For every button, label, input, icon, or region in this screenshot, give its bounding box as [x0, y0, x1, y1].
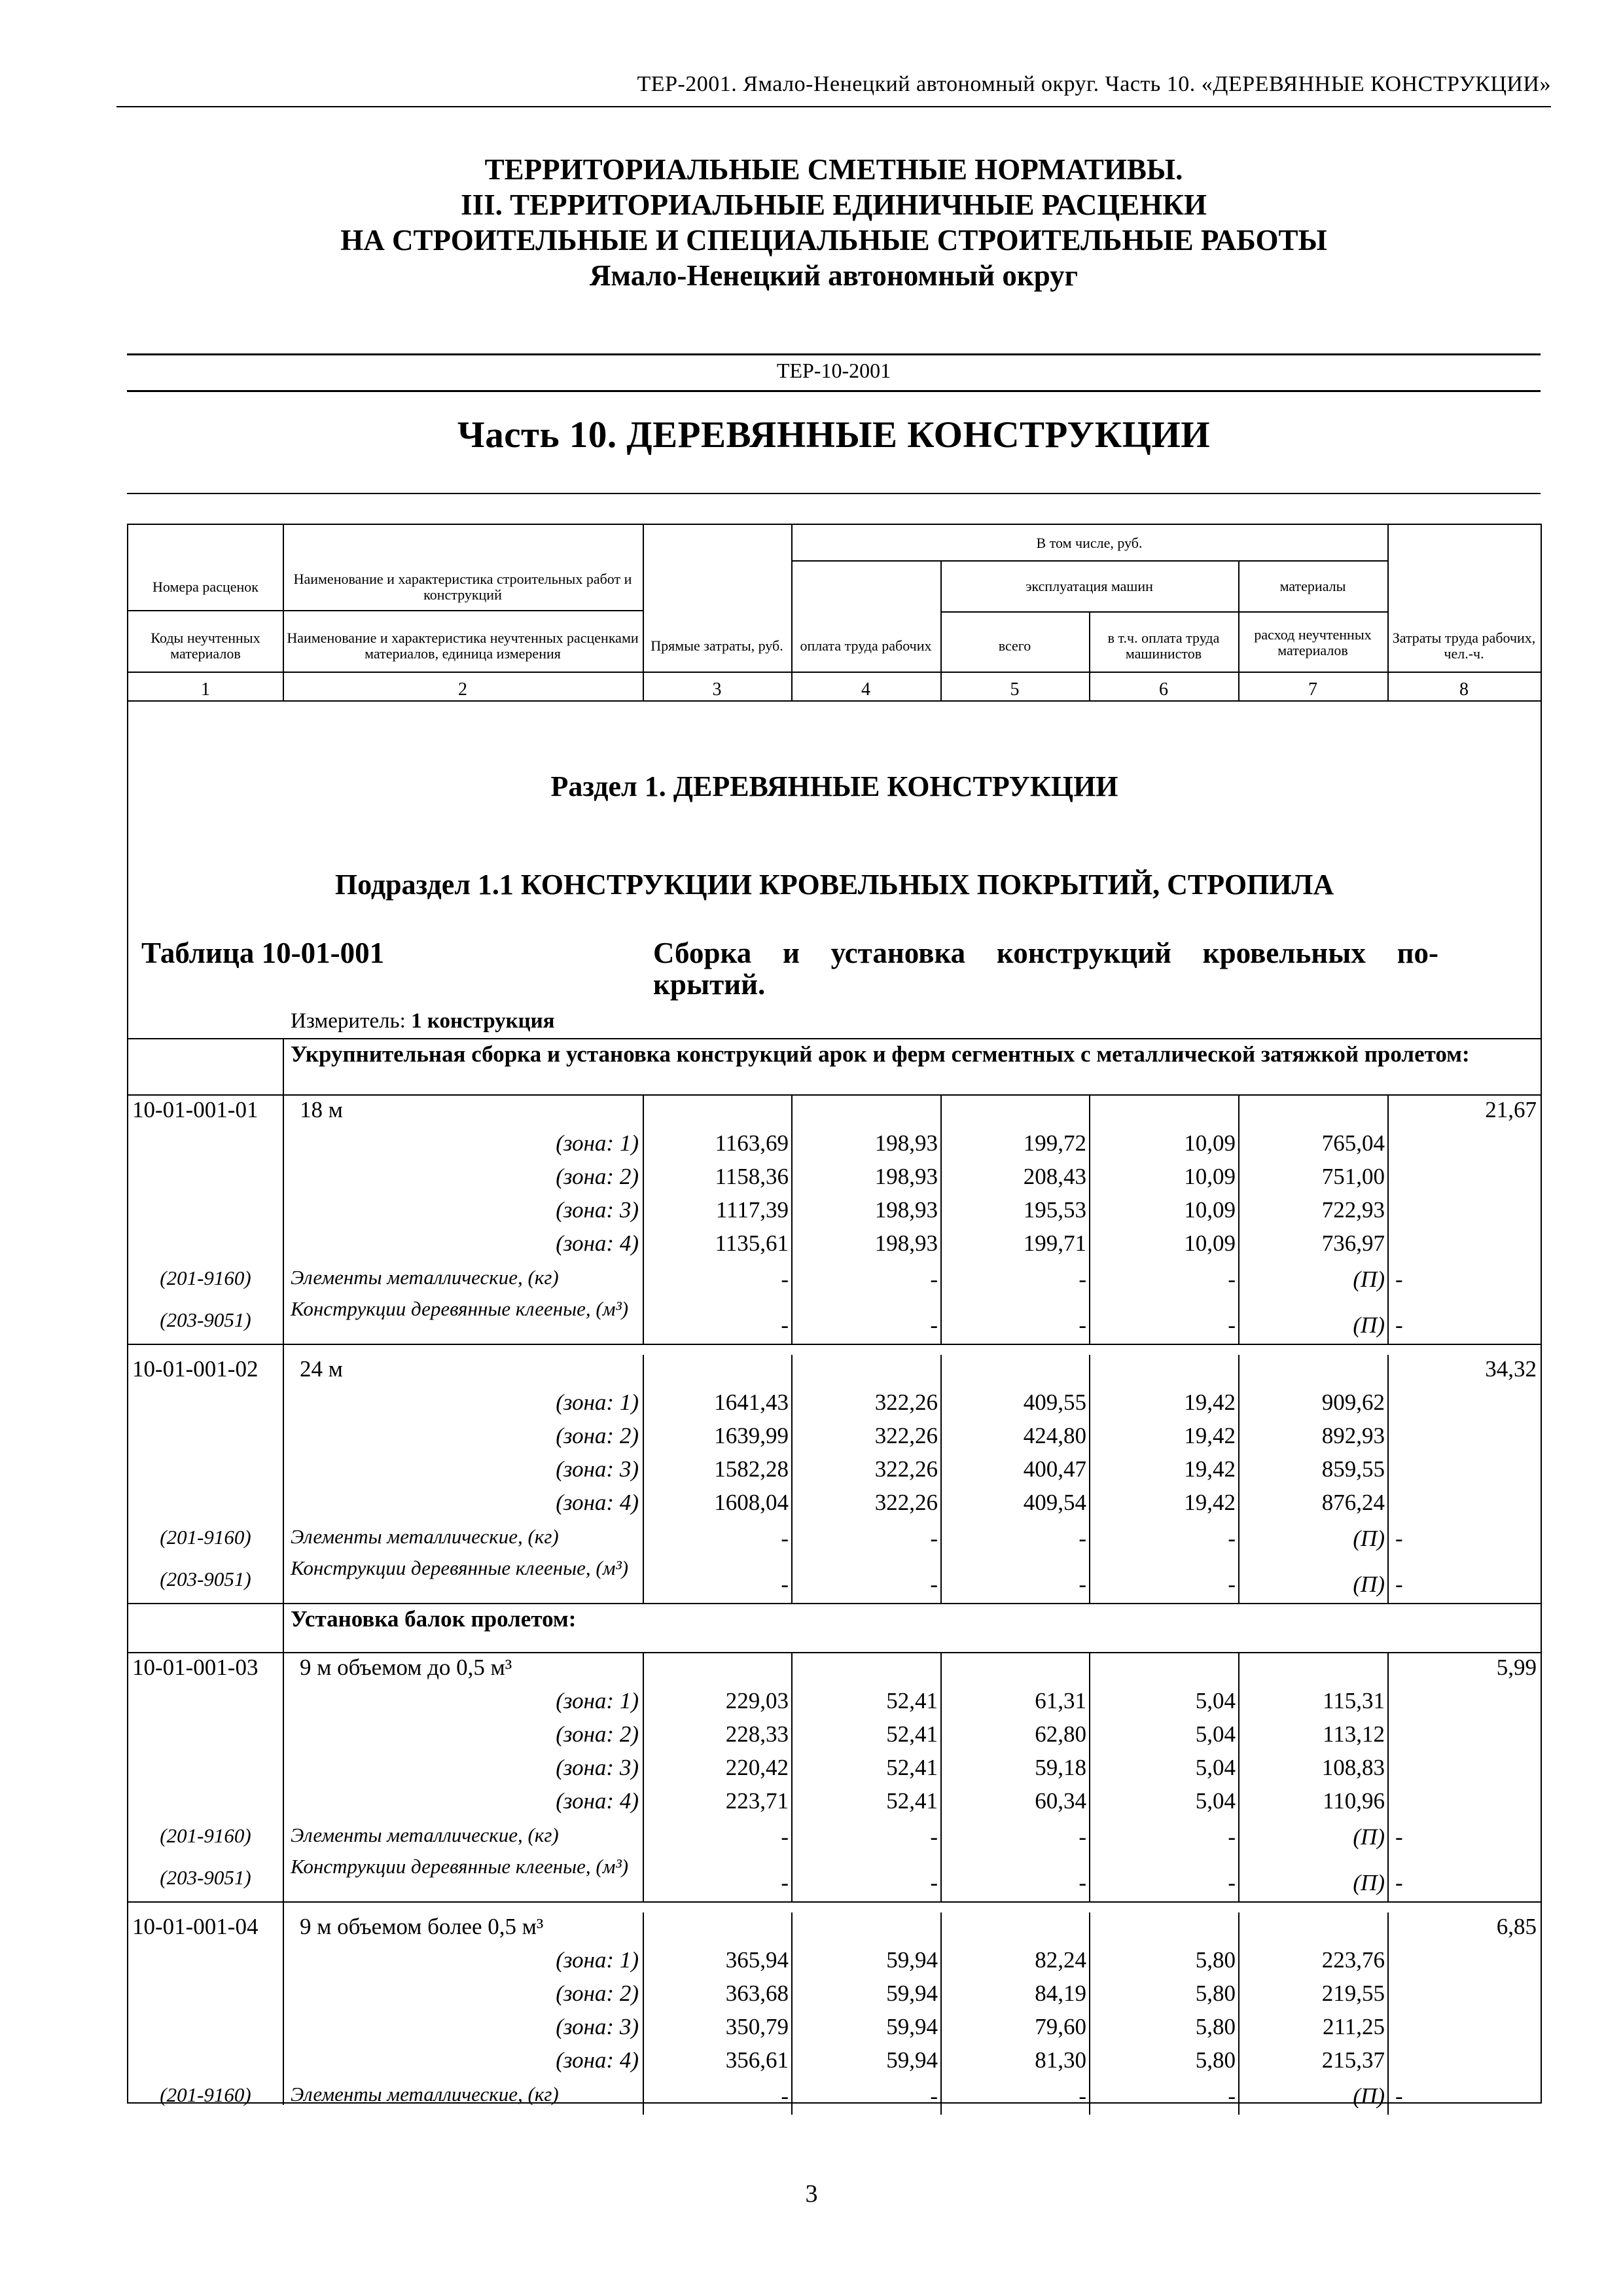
- code-rule-bottom: [127, 390, 1541, 392]
- cell-value: -: [1395, 1312, 1403, 1338]
- col-number: 6: [1159, 679, 1168, 700]
- labor-cost: 34,32: [1485, 1356, 1537, 1382]
- hdr-worker-pay: оплата труда рабочих: [800, 637, 932, 654]
- cell-value: -: [1079, 1870, 1086, 1895]
- cell-value: -: [1395, 1526, 1403, 1551]
- hdr-material-codes: Коды неучтенных материалов: [151, 630, 260, 662]
- cell-value: -: [930, 2083, 938, 2109]
- running-head: ТЕР-2001. Ямало-Ненецкий автономный округ. Часть 10. «ДЕРЕВЯННЫЕ КОНСТРУКЦИИ»: [637, 72, 1551, 96]
- cell-value: 62,80: [1035, 1721, 1086, 1747]
- body-hline: [128, 1094, 1541, 1096]
- title-line-1: ТЕРРИТОРИАЛЬНЫЕ СМЕТНЫЕ НОРМАТИВЫ.: [484, 153, 1183, 186]
- cell-value: 1135,61: [715, 1230, 789, 1256]
- cell-value: 228,33: [725, 1721, 789, 1747]
- rate-row: [128, 1914, 1541, 1947]
- cell-value: 10,09: [1184, 1197, 1236, 1223]
- material-code: (201-9160): [160, 1824, 251, 1847]
- body-hline: [128, 1603, 1541, 1604]
- cell-value: 736,97: [1321, 1230, 1385, 1256]
- cell-value: 365,94: [725, 1947, 789, 1973]
- measure-label: Измеритель:: [291, 1009, 406, 1033]
- cell-value: (П): [1353, 2083, 1385, 2109]
- cell-value: 19,42: [1184, 1423, 1236, 1448]
- cell-value: (П): [1353, 1824, 1385, 1850]
- cell-value: 199,71: [1023, 1230, 1086, 1256]
- zone-row: [128, 1490, 1541, 1523]
- cell-value: 5,04: [1195, 1788, 1236, 1814]
- part-title: Часть 10. ДЕРЕВЯННЫЕ КОНСТРУКЦИИ: [457, 414, 1211, 456]
- cell-value: 208,43: [1023, 1164, 1086, 1189]
- zone-label: (зона: 2): [556, 1981, 639, 2006]
- hdr-vline: [643, 525, 644, 700]
- cell-value: -: [1395, 1266, 1403, 1292]
- document-title: [116, 152, 1551, 293]
- title-line-2: III. ТЕРРИТОРИАЛЬНЫЕ ЕДИНИЧНЫЕ РАСЦЕНКИ: [461, 188, 1207, 221]
- material-name: Элементы металлические, (кг): [291, 2083, 559, 2106]
- cell-value: -: [1228, 1824, 1236, 1850]
- rate-row: [128, 1655, 1541, 1688]
- zone-label: (зона: 4): [556, 1230, 639, 1256]
- cell-value: 751,00: [1321, 1164, 1385, 1189]
- labor-cost: 21,67: [1485, 1097, 1537, 1122]
- cell-value: 223,71: [725, 1788, 789, 1814]
- cell-value: 198,93: [874, 1230, 938, 1256]
- cell-value: 61,31: [1035, 1688, 1086, 1713]
- cell-value: 5,04: [1195, 1755, 1236, 1780]
- cell-value: 84,19: [1035, 1981, 1086, 2006]
- cell-value: 10,09: [1184, 1130, 1236, 1156]
- labor-cost: 5,99: [1496, 1655, 1537, 1680]
- cell-value: 424,80: [1023, 1423, 1086, 1448]
- cell-value: 322,26: [874, 1390, 938, 1415]
- zone-label: (зона: 4): [556, 1490, 639, 1515]
- cell-value: -: [1228, 1266, 1236, 1292]
- hdr-direct-costs: Прямые затраты, руб.: [651, 637, 783, 654]
- cell-value: 52,41: [886, 1688, 938, 1713]
- cell-value: 892,93: [1321, 1423, 1385, 1448]
- cell-value: -: [781, 1571, 789, 1597]
- subsection-heading: Подраздел 1.1 КОНСТРУКЦИИ КРОВЕЛЬНЫХ ПОКРЫТИЙ, СТРОПИЛА: [334, 869, 1334, 901]
- material-name: Элементы металлические, (кг): [291, 1525, 559, 1548]
- cell-value: 59,18: [1035, 1755, 1086, 1780]
- zone-row: [128, 2047, 1541, 2081]
- cell-value: -: [1395, 2083, 1403, 2109]
- zone-label: (зона: 4): [556, 2047, 639, 2073]
- cell-value: 909,62: [1321, 1390, 1385, 1415]
- hdr-hline: [940, 611, 1387, 613]
- cell-value: 198,93: [874, 1197, 938, 1223]
- zone-row: [128, 1230, 1541, 1264]
- cell-value: -: [1079, 1571, 1086, 1597]
- zone-label: (зона: 2): [556, 1721, 639, 1747]
- cell-value: 322,26: [874, 1490, 938, 1515]
- zone-label: (зона: 2): [556, 1423, 639, 1448]
- material-row: [128, 1523, 1541, 1554]
- cell-value: 350,79: [725, 2014, 789, 2039]
- hdr-labor-costs: Затраты труда рабочих, чел.-ч.: [1392, 630, 1536, 662]
- cell-value: (П): [1353, 1266, 1385, 1292]
- cell-value: -: [1395, 1824, 1403, 1850]
- cell-value: 59,94: [886, 2014, 938, 2039]
- cell-value: 81,30: [1035, 2047, 1086, 2073]
- material-code: (201-9160): [160, 2083, 251, 2106]
- zone-label: (зона: 3): [556, 1456, 639, 1482]
- table-title-line-1: Сборка и установка конструкций кровельных по-: [653, 937, 1438, 969]
- rate-code: 10-01-001-04: [132, 1914, 259, 1939]
- cell-value: 5,04: [1195, 1688, 1236, 1713]
- col-number: 2: [458, 679, 467, 700]
- cell-value: 223,76: [1321, 1947, 1385, 1973]
- cell-value: 115,31: [1323, 1688, 1385, 1713]
- cell-value: 19,42: [1184, 1456, 1236, 1482]
- cell-value: 52,41: [886, 1755, 938, 1780]
- running-head-rule: [116, 106, 1551, 107]
- material-row: [128, 1295, 1541, 1344]
- col-number: 7: [1308, 679, 1317, 700]
- col-number: 1: [201, 679, 210, 700]
- cell-value: -: [1395, 1870, 1403, 1895]
- cell-value: -: [930, 1312, 938, 1338]
- cell-value: -: [781, 1266, 789, 1292]
- table-label: Таблица 10-01-001: [141, 937, 385, 969]
- zone-row: [128, 1423, 1541, 1456]
- zone-label: (зона: 1): [556, 1688, 639, 1713]
- cell-value: 79,60: [1035, 2014, 1086, 2039]
- cell-value: 5,80: [1195, 2047, 1236, 2073]
- cell-value: -: [1079, 1824, 1086, 1850]
- zone-label: (зона: 1): [556, 1390, 639, 1415]
- cell-value: 5,80: [1195, 2014, 1236, 2039]
- hdr-hline: [128, 700, 1541, 702]
- hdr-machines-total: всего: [998, 637, 1031, 654]
- cell-value: 199,72: [1023, 1130, 1086, 1156]
- rate-name: 9 м объемом более 0,5 м³: [300, 1914, 544, 1939]
- material-row: [128, 2081, 1541, 2112]
- cell-value: -: [781, 1824, 789, 1850]
- hdr-work-name: Наименование и характеристика строительных работ и конструкций: [293, 571, 632, 603]
- hdr-material-name: Наименование и характеристика неучтенных расценками материалов, единица измерения: [287, 630, 639, 662]
- cell-value: 198,93: [874, 1130, 938, 1156]
- zone-label: (зона: 1): [556, 1947, 639, 1973]
- cell-value: 110,96: [1323, 1788, 1385, 1814]
- title-line-4: Ямало-Ненецкий автономный округ: [589, 259, 1079, 292]
- zone-label: (зона: 3): [556, 2014, 639, 2039]
- hdr-machines: эксплуатация машин: [1026, 578, 1153, 594]
- hdr-vline: [283, 525, 284, 700]
- cell-value: -: [930, 1870, 938, 1895]
- cell-value: 409,54: [1023, 1490, 1086, 1515]
- cell-value: 59,94: [886, 1981, 938, 2006]
- rate-row: [128, 1356, 1541, 1390]
- rate-code: 10-01-001-02: [132, 1356, 259, 1382]
- hdr-including: В том числе, руб.: [1036, 535, 1143, 551]
- cell-value: 1582,28: [714, 1456, 789, 1482]
- rate-name: 9 м объемом до 0,5 м³: [300, 1655, 512, 1680]
- cell-value: 363,68: [725, 1981, 789, 2006]
- cell-value: 195,53: [1023, 1197, 1086, 1223]
- cell-value: 10,09: [1184, 1164, 1236, 1189]
- group-heading: Укрупнительная сборка и установка конструкций арок и ферм сегментных с металлической затяжкой пролетом:: [291, 1041, 1470, 1067]
- title-line-3: НА СТРОИТЕЛЬНЫЕ И СПЕЦИАЛЬНЫЕ СТРОИТЕЛЬНЫЕ РАБОТЫ: [340, 224, 1327, 257]
- cell-value: 765,04: [1321, 1130, 1385, 1156]
- rates-table: [127, 524, 1542, 2109]
- cell-value: 5,80: [1195, 1947, 1236, 1973]
- material-code: (203-9051): [160, 1308, 251, 1331]
- zone-row: [128, 1390, 1541, 1423]
- cell-value: -: [1079, 1526, 1086, 1551]
- table-title-line-2: крытий.: [653, 968, 766, 1001]
- cell-value: -: [1228, 1571, 1236, 1597]
- cell-value: -: [1079, 1312, 1086, 1338]
- cell-value: 1158,36: [715, 1164, 789, 1189]
- page-number: 3: [805, 2180, 818, 2208]
- rate-row: [128, 1097, 1541, 1130]
- zone-row: [128, 1456, 1541, 1490]
- cell-value: -: [781, 1870, 789, 1895]
- cell-value: -: [1228, 1870, 1236, 1895]
- zone-row: [128, 1688, 1541, 1721]
- cell-value: -: [1228, 2083, 1236, 2109]
- material-name: Элементы металлические, (кг): [291, 1823, 559, 1846]
- hdr-hline: [128, 610, 643, 611]
- hdr-vline: [1387, 525, 1389, 700]
- section-heading: Раздел 1. ДЕРЕВЯННЫЕ КОНСТРУКЦИИ: [550, 770, 1118, 802]
- cell-value: 876,24: [1321, 1490, 1385, 1515]
- col-number: 4: [861, 679, 870, 700]
- cell-value: -: [1228, 1312, 1236, 1338]
- material-name: Конструкции деревянные клееные, (м³): [291, 1556, 629, 1579]
- cell-value: 215,37: [1321, 2047, 1385, 2073]
- labor-cost: 6,85: [1496, 1914, 1537, 1939]
- zone-label: (зона: 1): [556, 1130, 639, 1156]
- material-row: [128, 1821, 1541, 1853]
- hdr-rate-numbers: Номера расценок: [152, 579, 259, 595]
- cell-value: 220,42: [725, 1755, 789, 1780]
- material-name: Элементы металлические, (кг): [291, 1266, 559, 1289]
- material-row: [128, 1853, 1541, 1901]
- cell-value: -: [930, 1526, 938, 1551]
- cell-value: (П): [1353, 1571, 1385, 1597]
- zone-row: [128, 1755, 1541, 1788]
- body-hline: [128, 1038, 1541, 1039]
- zone-row: [128, 1981, 1541, 2014]
- material-row: [128, 1554, 1541, 1603]
- cell-value: 59,94: [886, 1947, 938, 1973]
- zone-row: [128, 1130, 1541, 1164]
- zone-row: [128, 2014, 1541, 2047]
- col-number: 8: [1459, 679, 1469, 700]
- material-name: Конструкции деревянные клееные, (м³): [291, 1855, 629, 1878]
- measure-value: 1 конструкция: [411, 1009, 555, 1033]
- cell-value: 113,12: [1323, 1721, 1385, 1747]
- col-number: 3: [712, 679, 722, 700]
- code-rule-top: [127, 353, 1541, 355]
- cell-value: 211,25: [1323, 2014, 1385, 2039]
- rate-code: 10-01-001-01: [132, 1097, 259, 1122]
- cell-value: 5,80: [1195, 1981, 1236, 2006]
- cell-value: -: [1079, 1266, 1086, 1292]
- zone-row: [128, 1164, 1541, 1197]
- cell-value: 82,24: [1035, 1947, 1086, 1973]
- cell-value: -: [1395, 1571, 1403, 1597]
- cell-value: 1608,04: [714, 1490, 789, 1515]
- rate-name: 18 м: [300, 1097, 343, 1122]
- cell-value: 1641,43: [714, 1390, 789, 1415]
- cell-value: 229,03: [725, 1688, 789, 1713]
- part-title-rule: [127, 493, 1541, 494]
- cell-value: -: [781, 1526, 789, 1551]
- zone-label: (зона: 3): [556, 1197, 639, 1223]
- zone-row: [128, 1721, 1541, 1755]
- cell-value: 19,42: [1184, 1390, 1236, 1415]
- cell-value: 52,41: [886, 1721, 938, 1747]
- cell-value: -: [930, 1266, 938, 1292]
- hdr-machinists-pay: в т.ч. оплата труда машинистов: [1107, 630, 1220, 662]
- material-code: (203-9051): [160, 1866, 251, 1889]
- cell-value: 356,61: [725, 2047, 789, 2073]
- cell-value: -: [1228, 1526, 1236, 1551]
- cell-value: 52,41: [886, 1788, 938, 1814]
- body-hline: [128, 1901, 1541, 1903]
- cell-value: 1163,69: [715, 1130, 789, 1156]
- cell-value: 859,55: [1321, 1456, 1385, 1482]
- material-code: (201-9160): [160, 1526, 251, 1549]
- col-number: 5: [1010, 679, 1020, 700]
- measure: [291, 1009, 555, 1033]
- cell-value: 400,47: [1023, 1456, 1086, 1482]
- zone-label: (зона: 4): [556, 1788, 639, 1814]
- cell-value: -: [930, 1571, 938, 1597]
- hdr-hline: [791, 560, 1387, 562]
- cell-value: 198,93: [874, 1164, 938, 1189]
- zone-row: [128, 1788, 1541, 1821]
- material-name: Конструкции деревянные клееные, (м³): [291, 1297, 629, 1320]
- zone-row: [128, 1197, 1541, 1230]
- rate-name: 24 м: [300, 1356, 343, 1382]
- cell-value: 322,26: [874, 1456, 938, 1482]
- body-hline: [128, 1344, 1541, 1345]
- zone-label: (зона: 3): [556, 1755, 639, 1780]
- cell-value: 60,34: [1035, 1788, 1086, 1814]
- cell-value: -: [781, 2083, 789, 2109]
- cell-value: 108,83: [1321, 1755, 1385, 1780]
- cell-value: (П): [1353, 1526, 1385, 1551]
- rate-code: 10-01-001-03: [132, 1655, 259, 1680]
- body-hline: [128, 1652, 1541, 1653]
- cell-value: 409,55: [1023, 1390, 1086, 1415]
- zone-row: [128, 1947, 1541, 1981]
- cell-value: 1639,99: [714, 1423, 789, 1448]
- cell-value: -: [781, 1312, 789, 1338]
- cell-value: 322,26: [874, 1423, 938, 1448]
- document-code: ТЕР-10-2001: [776, 359, 891, 382]
- cell-value: 5,04: [1195, 1721, 1236, 1747]
- cell-value: (П): [1353, 1312, 1385, 1338]
- cell-value: -: [1079, 2083, 1086, 2109]
- cell-value: -: [930, 1824, 938, 1850]
- material-code: (201-9160): [160, 1266, 251, 1289]
- cell-value: 1117,39: [715, 1197, 789, 1223]
- hdr-material-consumption: расход неучтенных материалов: [1254, 626, 1372, 658]
- cell-value: (П): [1353, 1870, 1385, 1895]
- material-code: (203-9051): [160, 1568, 251, 1590]
- cell-value: 722,93: [1321, 1197, 1385, 1223]
- material-row: [128, 1264, 1541, 1295]
- cell-value: 219,55: [1321, 1981, 1385, 2006]
- cell-value: 19,42: [1184, 1490, 1236, 1515]
- zone-label: (зона: 2): [556, 1164, 639, 1189]
- hdr-materials: материалы: [1279, 578, 1346, 594]
- hdr-hline: [128, 672, 1541, 673]
- group-heading: Установка балок пролетом:: [291, 1606, 577, 1632]
- cell-value: 10,09: [1184, 1230, 1236, 1256]
- cell-value: 59,94: [886, 2047, 938, 2073]
